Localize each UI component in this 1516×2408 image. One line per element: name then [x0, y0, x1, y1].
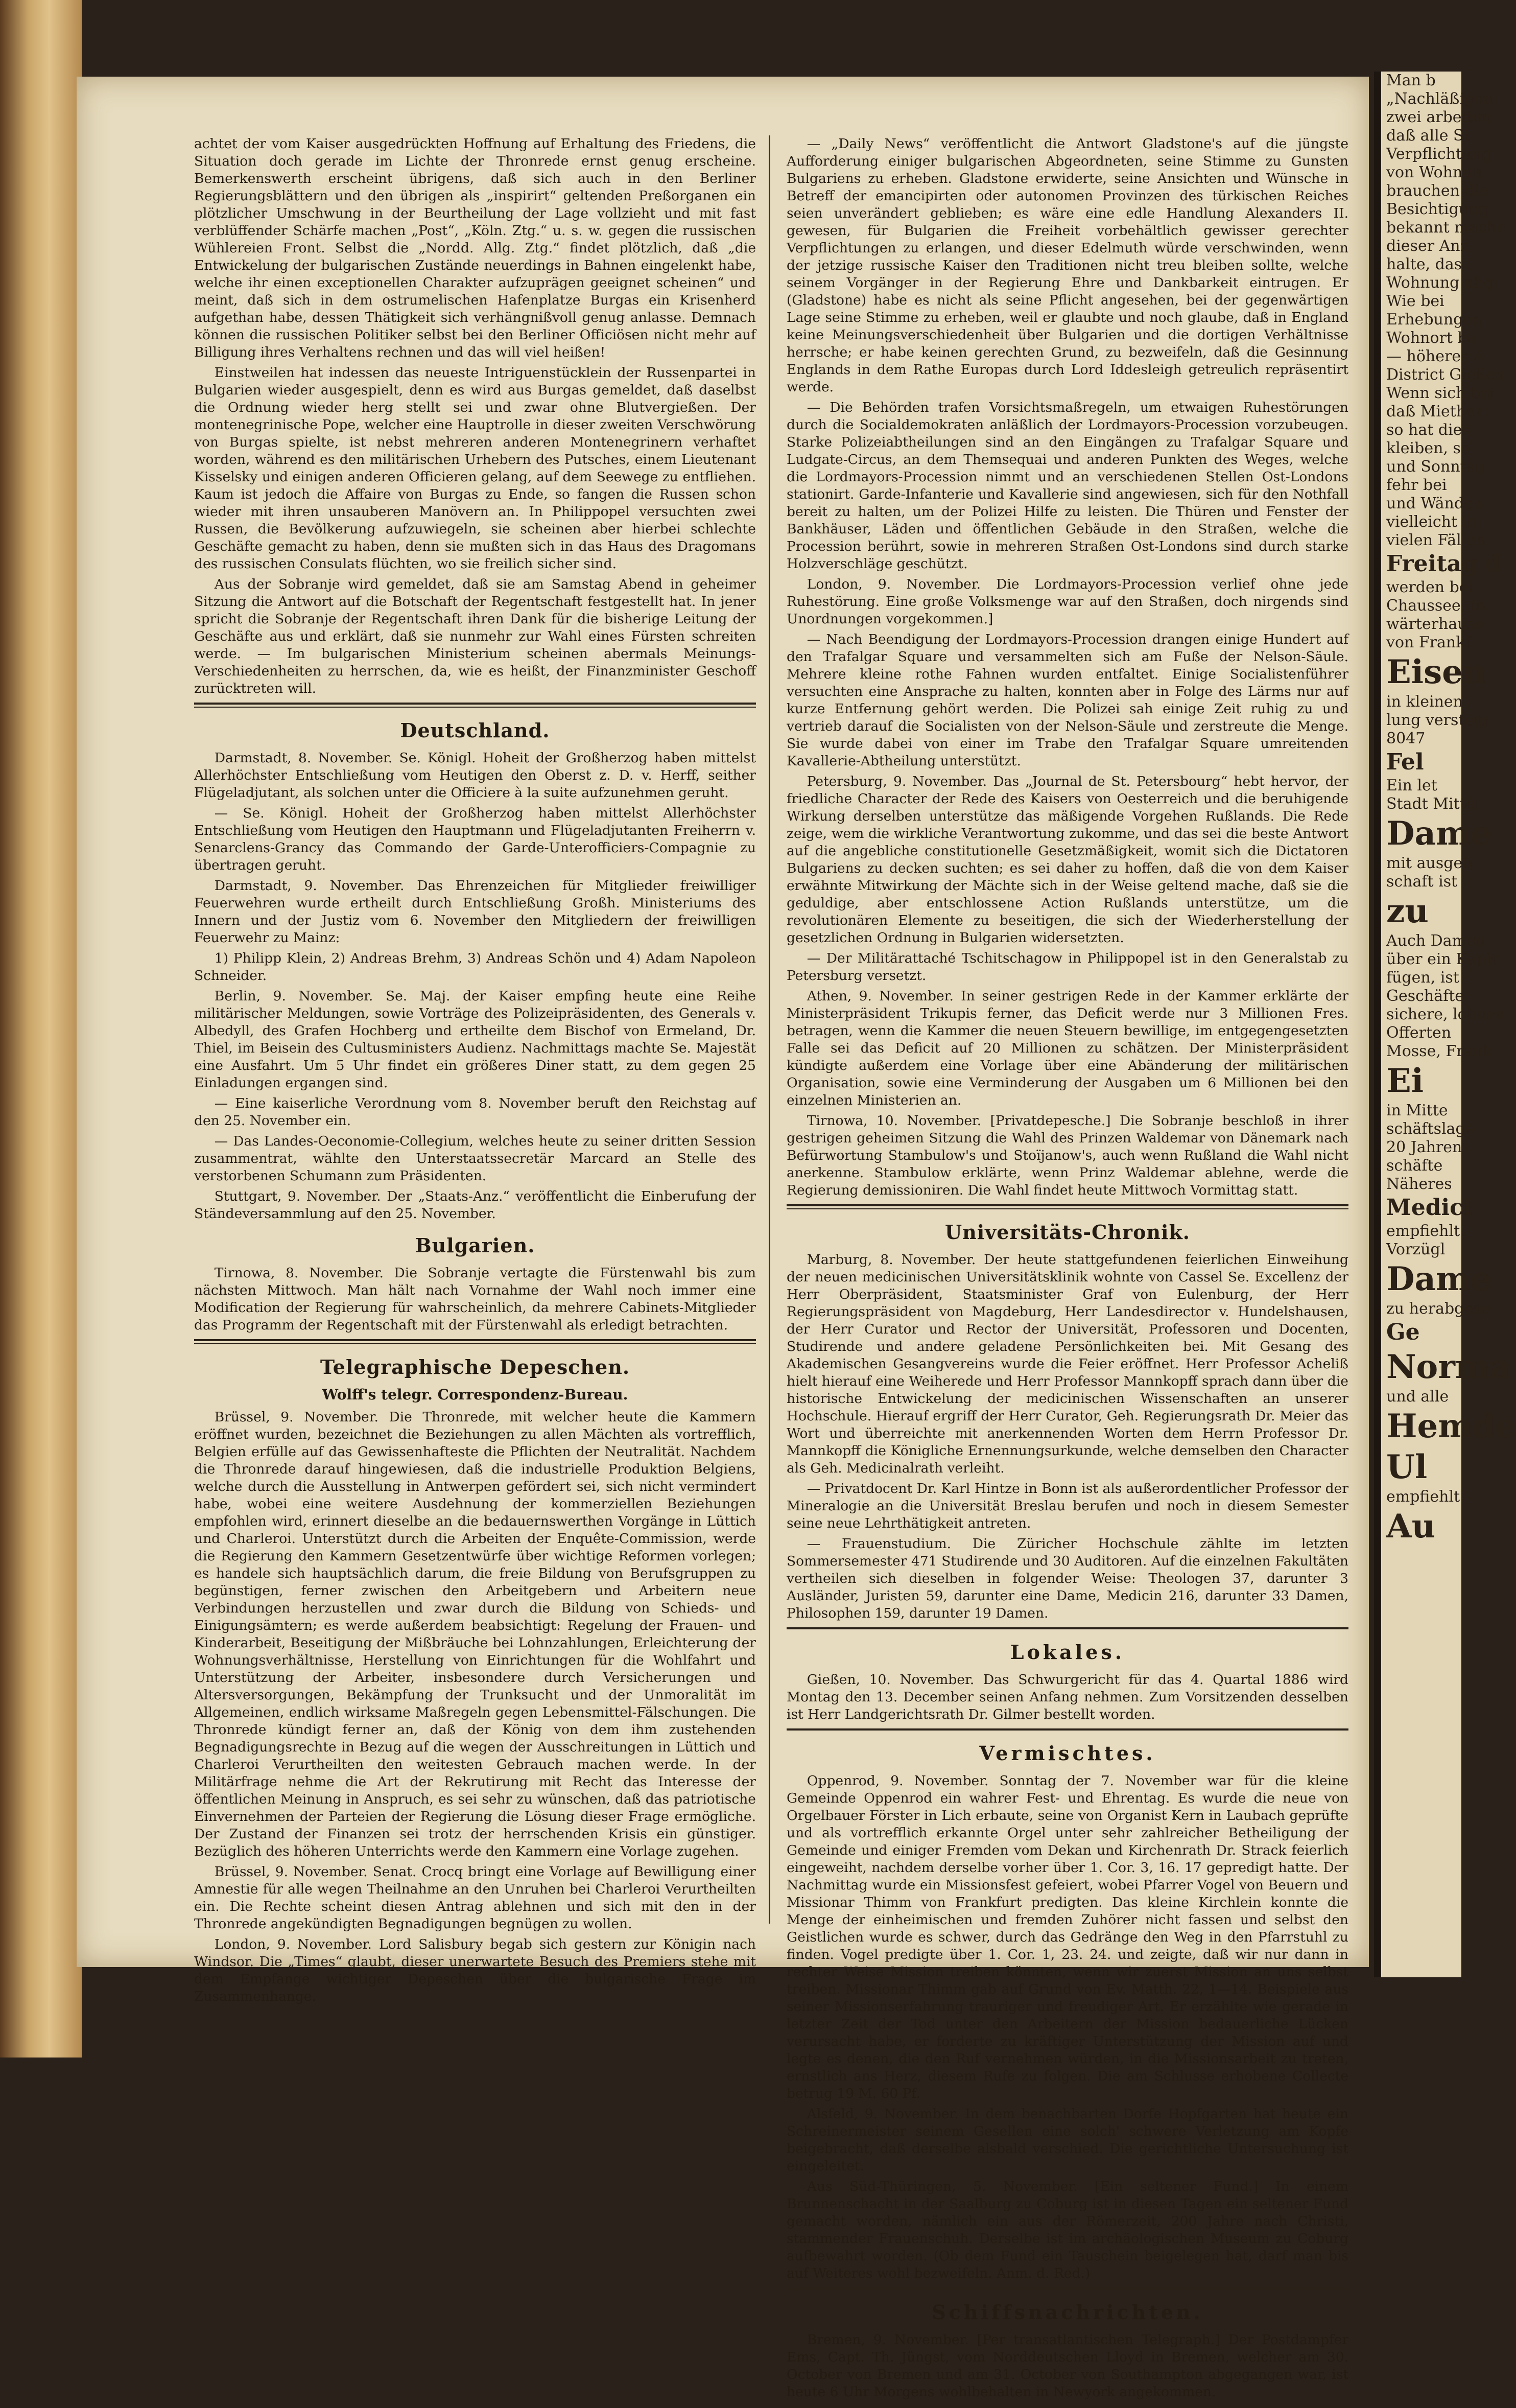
book-spine	[0, 0, 82, 2058]
news-item: — Frauenstudium. Die Züricher Hochschule zählte im letzten Sommersemester 471 Studirende und 30 Auditoren. Auf die einzelnen Fakultäten vertheilen sich dieselben in folgender Weise: Theologen 37, darunter 3 Ausländer, Juristen 59, darunter eine Dame, Medicin 216, darunter 33 Damen, Philosophen 159, darunter 19 Damen.	[787, 1536, 1348, 1621]
adjacent-fragment: in kleinen	[1386, 693, 1463, 711]
news-item: Athen, 9. November. In seiner gestrigen Rede in der Kammer erklärte der Ministerpräsident Trikupis ferner, das Deficit werde nur 3 Millionen Fres. betragen, wenn die Kammer die neuen Steuern bewillige, im entgegengesetzten Falle sei das Deficit auf 20 Millionen zu schätzen. Der Ministerpräsident kündigte außerdem eine Vorlage über eine Abänderung der militärischen Organisation, sowie eine Verminderung der Ausgaben um 6 Millionen bei den einzelnen Ministerien an.	[787, 988, 1348, 1108]
news-item: London, 9. November. Lord Salisbury begab sich gestern zur Königin nach Windsor. Die „Times“ glaubt, dieser unerwartete Besuch des Premiers stehe mit dem Empfange wichtiger Depeschen über die bulgarische Frage im Zusammenhange.	[194, 1936, 756, 2004]
adjacent-fragment: Ge	[1386, 1319, 1420, 1345]
adjacent-fragment: Näheres	[1386, 1175, 1452, 1193]
section-rule	[194, 707, 756, 708]
adjacent-fragment: Medici	[1386, 1195, 1472, 1221]
adjacent-fragment: in Mitte	[1386, 1102, 1448, 1119]
adjacent-fragment: Auch Damen	[1386, 932, 1486, 950]
adjacent-fragment: — höherer A	[1386, 347, 1484, 365]
section-rule	[787, 1728, 1348, 1731]
adjacent-fragment: District Gießen	[1386, 366, 1505, 384]
news-item: Marburg, 8. November. Der heute stattgefundenen feierlichen Einweihung der neuen medicinischen Universitätsklinik wohnte von Cassel Se. Excellenz der Herr Oberpräsident, Staatsminister Graf von Eulenburg, der Herr Regierungspräsident von Magdeburg, Herr Landesdirector v. Hundelshausen, der Herr Curator und Rector der Universität, Professoren und Docenten, Studirende und andere geladene Persönlichkeiten bei. Mit Gesang des Akademischen Gesangvereins wurde die Feier eröffnet. Herr Professor Acheliß hielt hierauf eine Weiherede und Herr Professor Mannkopff sprach dann über die historische Entwickelung der medicinischen Wissenschaften an unserer Hochschule. Hierauf ergriff der Herr Curator, Geh. Regierungsrath Dr. Meier das Wort und überreichte mit anerkennenden Worten dem Herrn Professor Dr. Mannkopff die Königliche Ernennungsurkunde, welche demselben den Character als Geh. Medicinalrath verleiht.	[787, 1252, 1348, 1476]
adjacent-fragment: Stadt Mittel	[1386, 795, 1480, 813]
adjacent-fragment: Wie bei	[1386, 292, 1444, 310]
adjacent-fragment: mit ausgeb	[1386, 854, 1473, 872]
adjacent-fragment: Man b	[1386, 72, 1436, 89]
adjacent-page-strip	[1374, 72, 1516, 1977]
adjacent-fragment: über ein Kapit	[1386, 950, 1498, 968]
section-subtitle-wolff: Wolff's telegr. Correspondenz-Bureau.	[322, 1386, 628, 1403]
news-item: Gießen, 10. November. Das Schwurgericht für das 4. Quartal 1886 wird Montag den 13. December seinen Anfang nehmen. Zum Vorsitzenden desselben ist Herr Landgerichtsrath Dr. Gilmer bestellt worden.	[787, 1672, 1348, 1722]
section-title-lokales: Lokales.	[1010, 1641, 1125, 1664]
article-paragraph: Einstweilen hat indessen das neueste Intriguenstücklein der Russenpartei in Bulgarien wieder ausgespielt, denn es wird aus Burgas gemeldet, daß daselbst die Ordnung wieder herg stellt sei und zwar ohne Blutvergießen. Der montenegrinische Pope, welcher eine Hauptrolle in dieser zweiten Verschwörung von Burgas spielte, ist nebst mehreren anderen Montenegrinern verhaftet worden, während es den militärischen Urhebern des Putsches, einem Lieutenant Kisselsky und einigen anderen Officieren gelang, auf dem Seewege zu entfliehen. Kaum ist jedoch die Affaire von Burgas zu Ende, so fangen die Russen schon wieder mit ihren unsauberen Manövern an. In Philippopel versuchten zwei Russen, die Bevölkerung aufzuwiegeln, sie scheinen aber hierbei schlechte Geschäfte gemacht zu haben, denn sie mußten sich in das Haus des Dragomans des russischen Consulats flüchten, wo sie freilich sicher sind.	[194, 365, 756, 572]
news-item: — Eine kaiserliche Verordnung vom 8. November beruft den Reichstag auf den 25. November ein.	[194, 1095, 756, 1129]
section-rule	[194, 1343, 756, 1344]
adjacent-fragment: und Wänden	[1386, 495, 1483, 512]
news-item: Oppenrod, 9. November. Sonntag der 7. November war für die kleine Gemeinde Oppenrod ein wahrer Fest- und Ehrentag. Es wurde die neue von Orgelbauer Förster in Lich erbaute, seine von Organist Kern in Laubach geprüfte und als vortrefflich erkannte Orgel unter sehr zahlreicher Betheiligung der Gemeinde und einiger Fremden vom Dekan und Kirchenrath Dr. Strack feierlich eingeweiht, nachdem derselbe vorher über 1. Cor. 3, 16. 17 gepredigt hatte. Der Nachmittag wurde ein Missionsfest gefeiert, wobei Pfarrer Vogel von Beuern und Missionar Thimm von Frankfurt predigten. Das kleine Kirchlein konnte die Menge der einheimischen und fremden Zuhörer nicht fassen und selbst den Geistlichen wurde es schwer, durch das Gedränge den Weg in den Pfarrstuhl zu finden. Vogel predigte über 1. Cor. 1, 23. 24. und zeigte, daß wir nur dann in rechter Weise Mission treiben könnten, wenn wir zuerst Mission an uns selbst treiben. Missionar Thimm gab auf Grund von Ev. Matth. 22, 1—14. Beispiele aus seiner Missionserfahrung trauriger und freudiger Art. Er erzählte wie gerade in letzter Zeit der Tod unter den Arbeitern der Mission bedauerliche Lücken verursacht habe, er forderte zu kräftiger Unterstützung der Mission auf und legte es denen, die den Ruf vernehmen würden, in die Missionsarbeit zu treten, ernstlich ans Herz, diesem Rufe zu folgen. Die am Schlusse erhobene Collecte betrug 19 M. 60 Pf.	[787, 1773, 1348, 2101]
adjacent-fragment: daß alle St	[1386, 127, 1470, 145]
news-item: — Se. Königl. Hoheit der Großherzog haben mittelst Allerhöchster Entschließung vom Heutigen den Hauptmann und Flügeladjutanten Freiherrn v. Senarclens-Grancy das Commando der Garde-Unterofficiers-Compagnie zu übertragen geruht.	[194, 805, 756, 873]
adjacent-fragment: Au	[1386, 1507, 1436, 1546]
adjacent-fragment: daß Miether	[1386, 403, 1483, 420]
news-item: 1) Philipp Klein, 2) Andreas Brehm, 3) Andreas Schön und 4) Adam Napoleon Schneider.	[194, 950, 756, 984]
adjacent-fragment: sichere, lohnen	[1386, 1006, 1506, 1023]
adjacent-fragment: „Nachläßigen	[1386, 90, 1494, 108]
adjacent-fragment: lung versteig	[1386, 711, 1489, 729]
section-rule	[194, 1339, 756, 1341]
adjacent-fragment: Erhebungen	[1386, 311, 1482, 329]
adjacent-fragment: fehr bei	[1386, 476, 1447, 494]
adjacent-fragment: fügen, ist	[1386, 969, 1459, 987]
news-item: Bremen, 9. November. [Per transatlantischen Telegraph.] Der Postdampfer Ems, Capt. Th. Jüngst, vom Norddeutschen Lloyd in Bremen, welcher am 30. October von Bremen und am 31. October von Southampton abgegangen war, ist heute 6 Uhr Morgens wohlbehalten in Newyork angekommen.	[787, 2332, 1348, 2400]
adjacent-fragment: von Wohnun	[1386, 163, 1483, 181]
adjacent-fragment: empfiehlt	[1386, 1488, 1460, 1506]
news-item: — Der Militärattaché Tschitschagow in Philippopel ist in den Generalstab zu Petersburg versetzt.	[787, 950, 1348, 984]
adjacent-fragment: von Frankf	[1386, 634, 1471, 651]
article-paragraph: Aus der Sobranje wird gemeldet, daß sie am Samstag Abend in geheimer Sitzung die Antwort auf die Botschaft der Regentschaft festgestellt hat. In jener spricht die Sobranje der Regentschaft ihren Dank für die bisherige Leitung der Geschäfte aus und erklärt, daß sie nunmehr zur Wahl eines Fürsten schreiten werde. — Im bulgarischen Ministerium scheinen abermals Meinungs-Verschiedenheiten zu herrschen, da, wie es heißt, der Finanzminister Geschoff zurücktreten will.	[194, 576, 756, 696]
section-title-schiffsnachrichten: Schiffsnachrichten.	[932, 2301, 1203, 2324]
adjacent-fragment: bekannt mache	[1386, 219, 1506, 237]
adjacent-fragment: Dame	[1386, 1260, 1491, 1298]
adjacent-fragment: empfiehlt	[1386, 1222, 1460, 1240]
adjacent-fragment: 20 Jahren	[1386, 1138, 1462, 1156]
adjacent-fragment: Norma	[1386, 1348, 1511, 1386]
adjacent-fragment: Freitag d	[1386, 551, 1501, 577]
section-title-vermischtes: Vermischtes.	[979, 1742, 1156, 1765]
adjacent-fragment: Wenn sich bei	[1386, 384, 1495, 402]
adjacent-fragment: kleiben, so	[1386, 439, 1470, 457]
section-rule	[787, 2406, 1348, 2408]
adjacent-fragment: schäftslage	[1386, 1120, 1475, 1138]
adjacent-fragment: Chaussee, in	[1386, 597, 1485, 615]
adjacent-fragment: Mosse, Frank	[1386, 1042, 1492, 1060]
adjacent-fragment: wärterhause	[1386, 615, 1484, 633]
adjacent-fragment: werden bei	[1386, 578, 1474, 596]
section-rule	[787, 1204, 1348, 1206]
news-item: Petersburg, 9. November. Das „Journal de St. Petersbourg“ hebt hervor, der friedliche Character der Rede des Kaisers von Oesterreich und die beruhigende Wirkung derselben unterstütze das mäßigende Vorgehen Rußlands. Die Rede zeige, wem die wirkliche Verantwortung zukomme, und das sei die beste Antwort auf die angebliche constitutionelle Gesetzmäßigkeit, womit sich die Dictatoren Bulgariens zu decken suchten; es sei daher zu hoffen, daß die von dem Kaiser erwähnte Mitwirkung der Mächte sich in der Weise geltend mache, daß sie die geduldige, aber entschlossene Action Rußlands unterstütze, um die revolutionären Elemente zu beseitigen, die sich der Wiederherstellung der gesetzlichen Ordnung in Bulgarien widersetzten.	[787, 774, 1348, 946]
adjacent-fragment: schäfte	[1386, 1157, 1443, 1175]
news-item: — „Daily News“ veröffentlicht die Antwort Gladstone's auf die jüngste Aufforderung einiger bulgarischen Abgeordneten, seine Stimme zu Gunsten Bulgariens zu erheben. Gladstone erwiderte, seine Ansichten und Wünsche in Betreff der emancipirten oder autonomen Provinzen des türkischen Reiches seien unverändert geblieben; es wäre eine edle Handlung Alexanders II. gewesen, für Bulgarien die Freiheit vorbehältlich gewisser gerechter Verpflichtungen zu erlangen, und dieser Edelmuth würde verschwinden, wenn der jetzige russische Kaiser den Traditionen nicht treu bleiben sollte, welche seinem Vorgänger in der Regierung Ehre und Dankbarkeit eintrugen. Er (Gladstone) habe es nicht als seine Pflicht angesehen, bei der gegenwärtigen Lage seine Stimme zu erheben, weil er glaubte und noch glaube, daß in England keine Meinungsverschiedenheit über Bulgarien und die dortigen Verhältnisse herrsche; er habe keinen gerechten Grund, zu bezweifeln, daß die Gesinnung Englands in dem Rathe Europas durch Lord Iddesleigh getreulich repräsentirt werde.	[787, 136, 1348, 395]
news-item: Darmstadt, 9. November. Das Ehrenzeichen für Mitglieder freiwilliger Feuerwehren wurde ertheilt durch Entschließung Großh. Ministeriums des Innern und der Justiz vom 6. November den Mitgliedern der freiwilligen Feuerwehr zu Mainz:	[194, 878, 756, 946]
section-rule	[787, 1627, 1348, 1629]
adjacent-fragment: Fel	[1386, 749, 1424, 775]
adjacent-fragment: Verpflichtung	[1386, 145, 1491, 163]
adjacent-fragment: Offerten	[1386, 1024, 1452, 1042]
adjacent-fragment: Hemde	[1386, 1407, 1516, 1445]
news-item: Tirnowa, 8. November. Die Sobranje vertagte die Fürstenwahl bis zum nächsten Mittwoch. Man hält nach Vornahme der Wahl noch immer eine Modification der Regierung für wahrscheinlich, da mehrere Cabinets-Mitglieder das Programm der Regentschaft mit der Fürstenwahl als erledigt betrachten.	[194, 1265, 756, 1333]
section-rule	[787, 2287, 1348, 2289]
adjacent-fragment: Vorzügl	[1386, 1241, 1446, 1258]
adjacent-fragment: Geschäfte	[1386, 987, 1464, 1005]
adjacent-fragment: Ul	[1386, 1448, 1428, 1486]
news-item: London, 9. November. Die Lordmayors-Procession verlief ohne jede Ruhestörung. Eine große Volksmenge war auf den Straßen, doch nirgends sind Unordnungen vorgekommen.]	[787, 576, 1348, 627]
section-title-deutschland: Deutschland.	[400, 719, 550, 742]
news-item: Brüssel, 9. November. Die Thronrede, mit welcher heute die Kammern eröffnet wurden, bezeichnet die Beziehungen zu allen Mächten als vortrefflich, Belgien erfülle auf das Gewissenhafteste die Pflichten der Neutralität. Nachdem die Thronrede darauf hingewiesen, daß die industrielle Produktion Belgiens, welche durch die Ausstellung in Antwerpen gefördert sei, sich nicht vermindert habe, wobei eine weitere Ausdehnung der kommerziellen Beziehungen empfohlen wird, erinnert dieselbe an die bedauernswerthen Vorgänge in Lüttich und Charleroi. Unterstützt durch die Arbeiten der Enquête-Commission, werde die Regierung den Kammern Gesetzentwürfe über wichtige Reformen vorlegen; es handele sich hauptsächlich darum, die freie Bildung von Berufsgruppen zu begünstigen, ferner zwischen den Arbeitgebern und Arbeitern neue Verbindungen herzustellen und zwar durch die Bildung von Schieds- und Einigungsämtern; es werde außerdem beabsichtigt: Regelung der Frauen- und Kinderarbeit, Beseitigung der Mißbräuche bei Lohnzahlungen, Erleichterung der Wohnungsverhältnisse, Herstellung von Einrichtungen für die Wohlfahrt und Unterstützung der Arbeiter, insbesondere durch Versicherungen und Altersversorgungen, Bekämpfung der Trunksucht und der Unmoralität im Allgemeinen, endlich wirksame Maßregeln gegen Lebensmittel-Fälschungen. Die Thronrede kündigt ferner an, daß der König von dem ihm zustehenden Begnadigungsrechte in Bezug auf die wegen der Ausschreitungen in Lüttich und Charleroi Verurtheilten den weitesten Gebrauch machen werde. In der Militärfrage nehme die Art der Rekrutirung mit Recht das Interesse der öffentlichen Meinung in Anspruch, es sei sehr zu wünschen, daß das patriotische Einvernehmen der Parteien der Regierung die Lösung dieser Frage ermögliche. Der Zustand der Finanzen sei trotz der herrschenden Krisis ein günstiger. Bezüglich des höheren Unterrichts werde den Kammern eine Vorlage zugehen.	[194, 1409, 756, 1859]
adjacent-fragment: 8047	[1386, 730, 1426, 747]
adjacent-fragment: Besichtigung	[1386, 200, 1488, 218]
adjacent-fragment: und Sonntag	[1386, 458, 1485, 476]
adjacent-fragment: vielleicht in	[1386, 513, 1477, 531]
adjacent-fragment: zu herabgese	[1386, 1300, 1490, 1318]
adjacent-fragment: Ei	[1386, 1062, 1424, 1100]
section-rule	[194, 703, 756, 705]
adjacent-fragment: vielen Fällen	[1386, 531, 1485, 549]
news-item: Berlin, 9. November. Se. Maj. der Kaiser empfing heute eine Reihe militärischer Meldungen, sowie Vorträge des Polizeipräsidenten, des Generals v. Albedyll, des Grafen Hochberg und ertheilte dem Bischof von Ermeland, Dr. Thiel, im Beisein des Cultusministers Audienz. Nachmittags machte Se. Majestät eine Ausfahrt. Um 5 Uhr findet ein größeres Diner statt, zu dem gegen 25 Einladungen ergangen sind.	[194, 988, 756, 1091]
adjacent-fragment: Eisen	[1386, 653, 1487, 691]
section-title-universitaet: Universitäts-Chronik.	[944, 1221, 1191, 1244]
adjacent-fragment: und alle	[1386, 1388, 1449, 1406]
adjacent-fragment: halte, das	[1386, 255, 1462, 273]
news-item: Tirnowa, 10. November. [Privatdepesche.] Die Sobranje beschloß in ihrer gestrigen geheimen Sitzung die Wahl des Prinzen Waldemar von Dänemark nach Befürwortung Stambulow's und Stoïjanow's, auch wenn Rußland die Wahl nicht anerkenne. Stambulow erklärte, wenn Prinz Waldemar ablehne, werde die Regierung demissioniren. Die Wahl findet heute Mittwoch Vormittag statt.	[787, 1113, 1348, 1198]
news-item: — Die Behörden trafen Vorsichtsmaßregeln, um etwaigen Ruhestörungen durch die Socialdemokraten anläßlich der Lordmayors-Procession vorzubeugen. Starke Polizeiabtheilungen sind an den Eingängen zu Trafalgar Square und Ludgate-Circus, an dem Themsequai und anderen Punkten des Weges, welche die Lordmayors-Procession nimmt und an verschiedenen Stellen Ost-Londons stationirt. Garde-Infanterie und Kavallerie sind angewiesen, sich für den Nothfall bereit zu halten, um der Polizei Hilfe zu leisten. Die Thüren und Fenster der Bankhäuser, Läden und öffentlichen Gebäude in den Straßen, welche die Procession berührt, sowie in mehreren Straßen Ost-Londons sind durch starke Holzverschläge geschützt.	[787, 400, 1348, 572]
section-title-bulgarien: Bulgarien.	[415, 1234, 535, 1257]
adjacent-fragment: zwei arbeiten	[1386, 108, 1492, 126]
adjacent-fragment: Ein let	[1386, 777, 1437, 794]
column-divider	[769, 135, 770, 1924]
article-paragraph: achtet der vom Kaiser ausgedrückten Hoffnung auf Erhaltung des Friedens, die Situation doch gerade im Lichte der Thronrede ernst genug erscheine. Bemerkenswerth erscheint übrigens, daß sich auch in den Berliner Regierungsblättern und den übrigen als „inspirirt“ geltenden Preßorganen ein plötzlicher Umschwung in der Beurtheilung der Lage vollzieht und mit fast verblüffender Schärfe machen „Post“, „Köln. Ztg.“ u. s. w. gegen die russischen Wühlereien Front. Selbst die „Nordd. Allg. Ztg.“ findet plötzlich, daß „die Entwickelung der bulgarischen Zustände neuerdings in Bahnen eingelenkt habe, welche ihr einen exceptionellen Charakter aufzuprägen geeignet scheinen“ und meint, daß sich in dem ostrumelischen Hafenplatze Burgas ein Krisenherd aufgethan habe, dessen Thätigkeit sich verhängnißvoll genug anlasse. Demnach können die russischen Politiker selbst bei den Berliner Officiösen nicht mehr auf Billigung ihres Verhaltens rechnen und das will viel heißen!	[194, 136, 756, 360]
adjacent-fragment: brauchen die	[1386, 182, 1489, 200]
news-item: — Das Landes-Oeconomie-Collegium, welches heute zu seiner dritten Session zusammentrat, wählte den Unterstaatssecretär Marcard an Stelle des verstorbenen Schumann zum Präsidenten.	[194, 1133, 756, 1184]
adjacent-fragment: dieser Anz	[1386, 237, 1468, 255]
adjacent-fragment: zu	[1386, 892, 1429, 930]
left-column	[194, 135, 756, 2004]
adjacent-fragment: schaft ist	[1386, 873, 1458, 891]
adjacent-fragment: Dame	[1386, 814, 1491, 853]
news-item: Alsfeld, 9. November. In dem benachbarten Dorfe Hopfgarten hat heute ein Schreinermeister seinem Gesellen eine solch' schwere Verletzung am Kopfe beigebracht, daß derselbe alsbald verschied. Die gerichtliche Untersuchung ist eingeleitet.	[787, 2106, 1348, 2174]
right-column	[787, 135, 1348, 2400]
news-item: Stuttgart, 9. November. Der „Staats-Anz.“ veröffentlicht die Einberufung der Ständeversammlung auf den 25. November.	[194, 1188, 756, 1222]
news-item: Brüssel, 9. November. Senat. Crocq bringt eine Vorlage auf Bewilligung einer Amnestie für alle wegen Theilnahme an den Unruhen bei Charleroi Verurtheilten ein. Die Rechte scheint diesen Antrag ablehnen und sich mit den in der Thronrede angekündigten Begnadigungen begnügen zu wollen.	[194, 1864, 756, 1932]
section-title-telegraph: Telegraphische Depeschen.	[320, 1355, 630, 1378]
adjacent-fragment: Wohnung abg	[1386, 274, 1494, 292]
adjacent-fragment: so hat dies	[1386, 421, 1470, 439]
news-item: — Nach Beendigung der Lordmayors-Procession drangen einige Hundert auf den Trafalgar Square und versammelten sich am Fuße der Nelson-Säule. Mehrere kleine rothe Fahnen wurden entfaltet. Einige Socialistenführer versuchten eine Ansprache zu halten, konnten aber in Folge des Lärms nur auf kurze Entfernung gehört werden. Die Polizei sah einige Zeit ruhig zu und vertrieb darauf die Socialisten von der Nelson-Säule und zerstreute die Menge. Sie wurde dabei von einer im Trabe den Trafalgar Square umreitenden Kavallerie-Abtheilung unterstützt.	[787, 632, 1348, 769]
news-item: Darmstadt, 8. November. Se. Königl. Hoheit der Großherzog haben mittelst Allerhöchster Entschließung vom Heutigen den Oberst z. D. v. Herff, seither Flügeladjutant, als solchen unter die Officiere à la suite aufzunehmen geruht.	[194, 750, 756, 801]
news-item: — Privatdocent Dr. Karl Hintze in Bonn ist als außerordentlicher Professor der Mineralogie an die Universität Breslau berufen und noch in diesem Semester seine neue Lehrthätigkeit antreten.	[787, 1481, 1348, 1531]
section-rule	[787, 1208, 1348, 1209]
adjacent-fragment: Wohnort be	[1386, 329, 1477, 347]
news-item: Aus Süd-Thüringen, 5. November. [Ein seltener Fund.] In einem Brunnenschacht in der Saalburg zu Coburg ist in diesen Tagen ein seltener Fund gemacht worden, nämlich ein aus der Römerzeit, 200 Jahre nach Christi, stammender Frauenschuh. Derselbe ist im archäologischen Museum zu Coburg aufbewahrt worden. (Ob dem Fund ein Tauschein beigelegen hat, darf man bis auf Weiteres wohl bezweifeln. Anm. d. Red.)	[787, 2179, 1348, 2281]
